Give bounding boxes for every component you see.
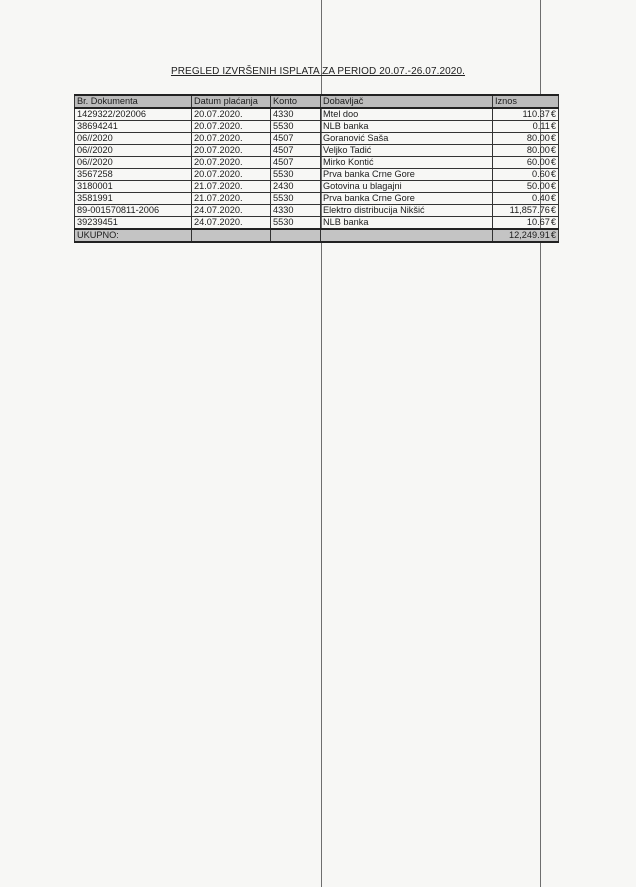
- amount-cell: 11,857.76€: [493, 205, 559, 217]
- supplier-cell: Mtel doo: [321, 108, 493, 121]
- amount-cell: 80.00€: [493, 133, 559, 145]
- payment-date-cell: 20.07.2020.: [192, 157, 271, 169]
- konto-cell: 4330: [271, 108, 321, 121]
- document-number-cell: 38694241: [75, 121, 192, 133]
- total-label: UKUPNO:: [75, 229, 192, 242]
- document-number-cell: 06//2020: [75, 145, 192, 157]
- supplier-cell: Veljko Tadić: [321, 145, 493, 157]
- konto-cell: 5530: [271, 193, 321, 205]
- payment-date-cell: 20.07.2020.: [192, 133, 271, 145]
- konto-cell: 4507: [271, 133, 321, 145]
- total-empty-cell: [271, 229, 321, 242]
- payment-date-cell: 20.07.2020.: [192, 121, 271, 133]
- table-row: [75, 121, 559, 133]
- payment-date-cell: 21.07.2020.: [192, 193, 271, 205]
- document-number-cell: 06//2020: [75, 157, 192, 169]
- supplier-cell: Goranović Saša: [321, 133, 493, 145]
- supplier-cell: NLB banka: [321, 121, 493, 133]
- table-row: [75, 145, 559, 157]
- amount-cell: 10.67€: [493, 217, 559, 230]
- supplier-cell: NLB banka: [321, 217, 493, 230]
- total-amount: 12,249.91€: [493, 229, 559, 242]
- konto-cell: 2430: [271, 181, 321, 193]
- table-header-row: [75, 95, 559, 108]
- document-title: PREGLED IZVRŠENIH ISPLATA ZA PERIOD 20.07.-26.07.2020.: [170, 66, 466, 77]
- table-row: [75, 181, 559, 193]
- konto-cell: 4330: [271, 205, 321, 217]
- document-number-cell: 06//2020: [75, 133, 192, 145]
- payment-date-cell: 24.07.2020.: [192, 217, 271, 230]
- document-number-cell: 1429322/202006: [75, 108, 192, 121]
- column-header-konto: Konto: [271, 95, 321, 108]
- table-row: [75, 133, 559, 145]
- supplier-cell: Gotovina u blagajni: [321, 181, 493, 193]
- supplier-cell: Mirko Kontić: [321, 157, 493, 169]
- amount-cell: 80.00€: [493, 145, 559, 157]
- table-row: [75, 108, 559, 121]
- payment-date-cell: 24.07.2020.: [192, 205, 271, 217]
- document-number-cell: 39239451: [75, 217, 192, 230]
- konto-cell: 4507: [271, 157, 321, 169]
- payment-date-cell: 21.07.2020.: [192, 181, 271, 193]
- payment-date-cell: 20.07.2020.: [192, 145, 271, 157]
- table-row: [75, 217, 559, 230]
- konto-cell: 5530: [271, 217, 321, 230]
- table-row: [75, 157, 559, 169]
- amount-cell: 0.11€: [493, 121, 559, 133]
- table-row: [75, 205, 559, 217]
- amount-cell: 60.00€: [493, 157, 559, 169]
- amount-cell: 110.37€: [493, 108, 559, 121]
- supplier-cell: Elektro distribucija Nikšić: [321, 205, 493, 217]
- payment-date-cell: 20.07.2020.: [192, 108, 271, 121]
- konto-cell: 5530: [271, 121, 321, 133]
- amount-cell: 50.00€: [493, 181, 559, 193]
- table-row: [75, 193, 559, 205]
- table-row: [75, 169, 559, 181]
- konto-cell: 5530: [271, 169, 321, 181]
- column-header-document: Br. Dokumenta: [75, 95, 192, 108]
- total-row: [75, 229, 559, 242]
- document-number-cell: 3180001: [75, 181, 192, 193]
- column-header-payment-date: Datum plaćanja: [192, 95, 271, 108]
- column-header-amount: Iznos: [493, 95, 559, 108]
- document-number-cell: 3581991: [75, 193, 192, 205]
- document-number-cell: 89-001570811-2006: [75, 205, 192, 217]
- konto-cell: 4507: [271, 145, 321, 157]
- payments-table: [74, 94, 559, 243]
- supplier-cell: Prva banka Crne Gore: [321, 193, 493, 205]
- total-empty-cell: [192, 229, 271, 242]
- total-empty-cell: [321, 229, 493, 242]
- document-number-cell: 3567258: [75, 169, 192, 181]
- amount-cell: 0.40€: [493, 193, 559, 205]
- payment-date-cell: 20.07.2020.: [192, 169, 271, 181]
- column-header-supplier: Dobavljač: [321, 95, 493, 108]
- amount-cell: 0.60€: [493, 169, 559, 181]
- supplier-cell: Prva banka Crne Gore: [321, 169, 493, 181]
